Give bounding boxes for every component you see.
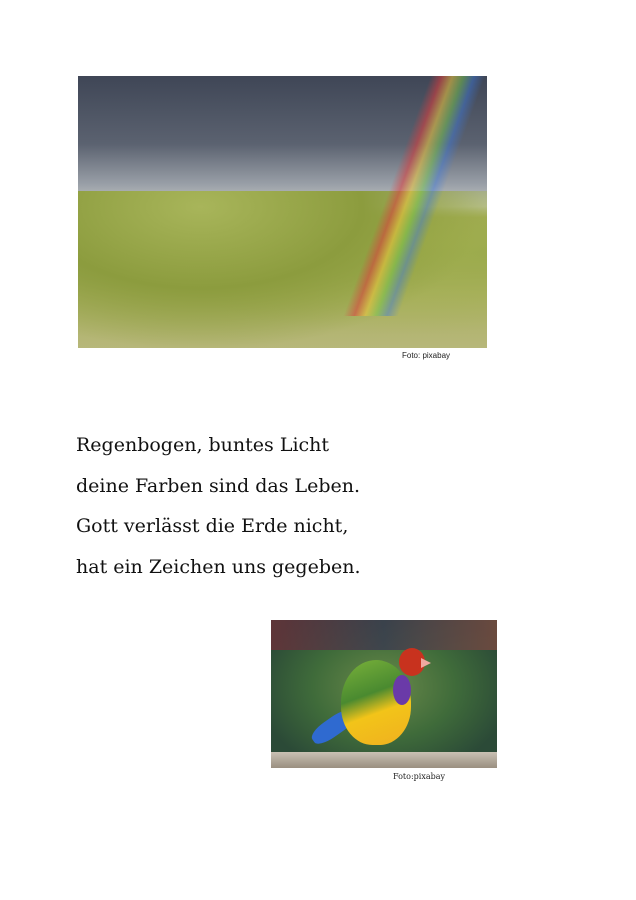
photo-caption-1: Foto: pixabay (402, 351, 451, 360)
bird-beak (421, 658, 431, 668)
poem-line: hat ein Zeichen uns gegeben. (76, 555, 361, 578)
rainbow-landscape-photo (78, 76, 487, 348)
bird-chest (393, 675, 411, 705)
poem-line: Regenbogen, buntes Licht (76, 434, 330, 456)
background-blur (271, 620, 497, 650)
branch (271, 752, 497, 768)
photo-caption-2: Foto:pixabay (393, 772, 446, 781)
poem (76, 425, 361, 587)
bird-photo (271, 620, 497, 768)
rainbow (328, 76, 487, 316)
poem-line: Gott verlässt die Erde nicht, (76, 515, 349, 537)
poem-line: deine Farben sind das Leben. (76, 474, 361, 497)
